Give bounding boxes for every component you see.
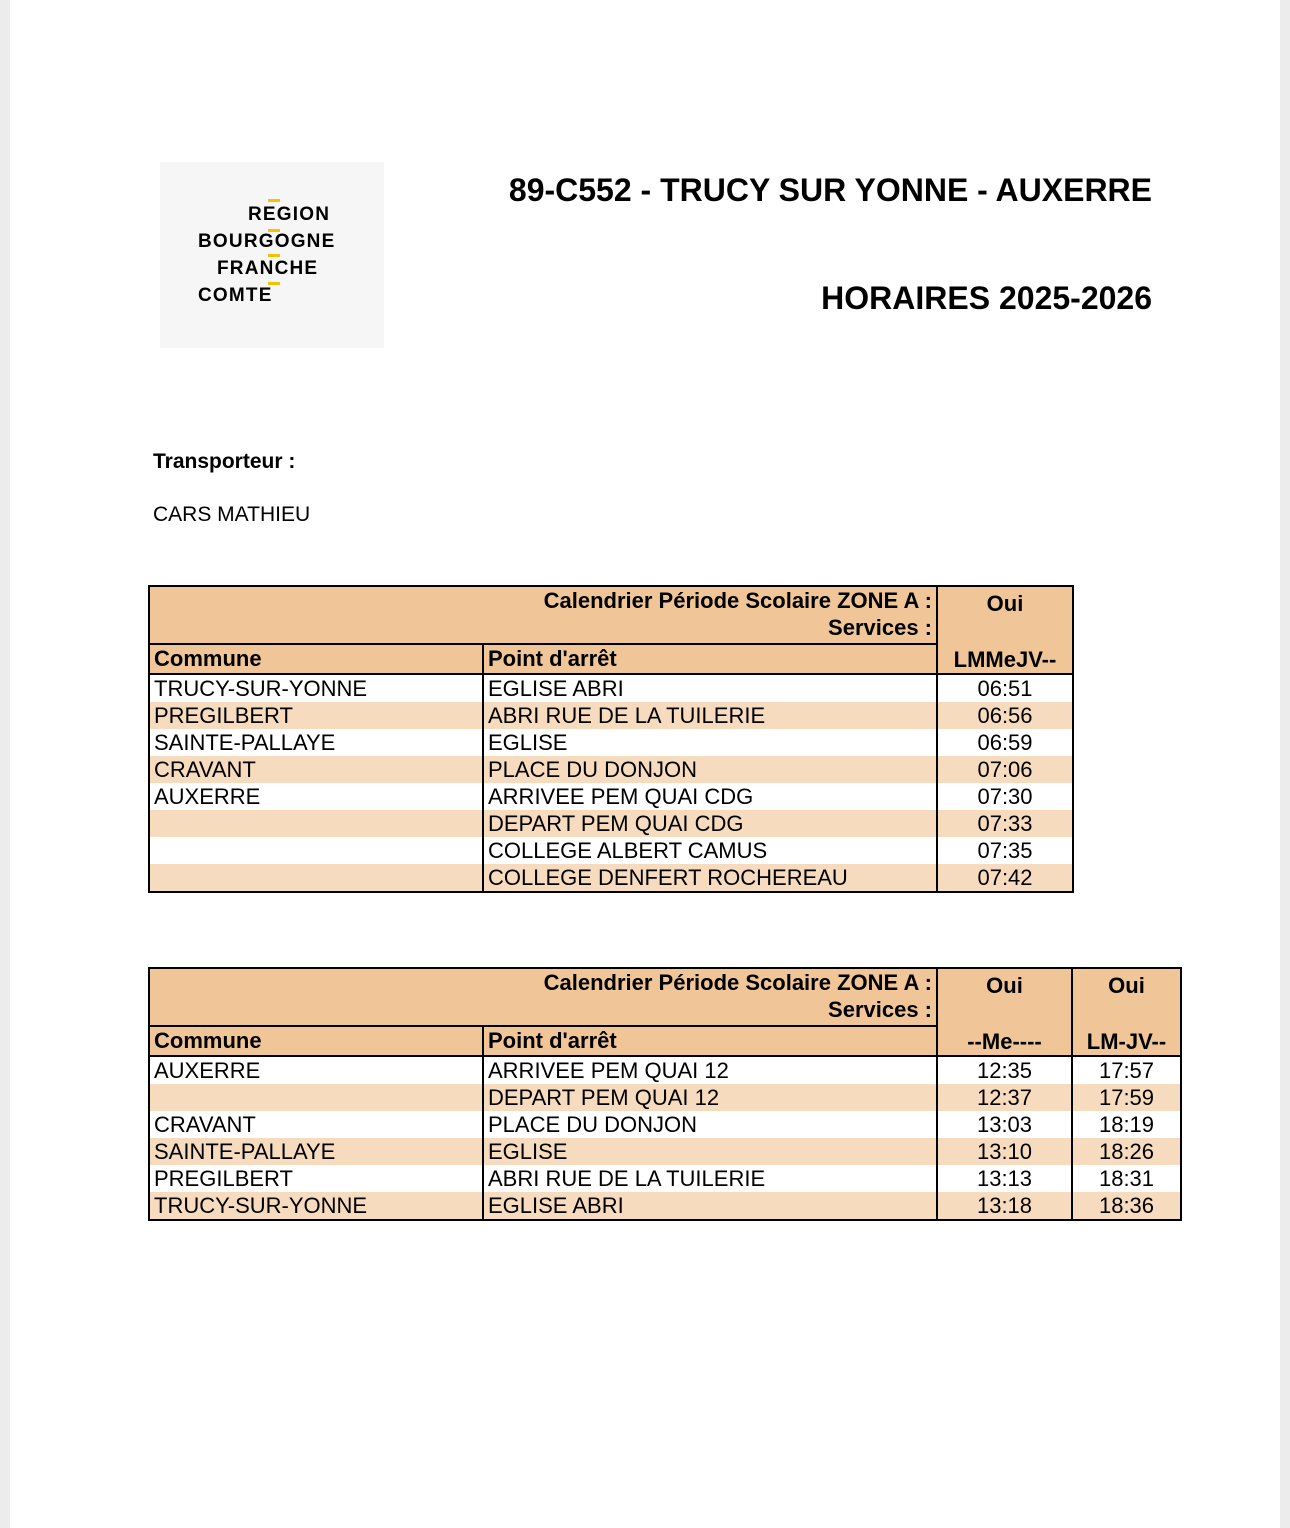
cell-commune: PREGILBERT (149, 1165, 483, 1192)
table-row (149, 1138, 1181, 1165)
service-header (937, 968, 1072, 1056)
calendar-cell (149, 968, 937, 1026)
service-days: --Me---- (967, 1029, 1042, 1054)
cell-time: 06:56 (937, 702, 1073, 729)
calendar-label: Calendrier Période Scolaire ZONE A : (543, 588, 932, 613)
cell-commune: SAINTE-PALLAYE (149, 1138, 483, 1165)
cell-time: 13:10 (937, 1138, 1072, 1165)
table-row (149, 1056, 1181, 1084)
cell-commune: AUXERRE (149, 1056, 483, 1084)
table-row (149, 702, 1073, 729)
cell-time: 13:13 (937, 1165, 1072, 1192)
calendar-cell (149, 586, 937, 644)
column-header-stop: Point d'arrêt (483, 1026, 937, 1056)
cell-time: 12:35 (937, 1056, 1072, 1084)
cell-stop: ARRIVEE PEM QUAI 12 (483, 1056, 937, 1084)
carrier-label: Transporteur : (153, 450, 296, 473)
table-row (149, 674, 1073, 702)
cell-time: 18:36 (1072, 1192, 1181, 1220)
service-calendar: Oui (986, 591, 1024, 616)
cell-time: 07:06 (937, 756, 1073, 783)
cell-stop: EGLISE (483, 1138, 937, 1165)
cell-time: 07:35 (937, 837, 1073, 864)
column-header-commune: Commune (149, 1026, 483, 1056)
cell-stop: DEPART PEM QUAI CDG (483, 810, 937, 837)
cell-commune: TRUCY-SUR-YONNE (149, 1192, 483, 1220)
cell-stop: ABRI RUE DE LA TUILERIE (483, 1165, 937, 1192)
column-header-commune: Commune (149, 644, 483, 674)
table-row (149, 1192, 1181, 1220)
cell-commune (149, 1084, 483, 1111)
document-page (10, 0, 1280, 1528)
table-row (149, 783, 1073, 810)
cell-time: 07:33 (937, 810, 1073, 837)
cell-time: 18:26 (1072, 1138, 1181, 1165)
service-header (1072, 968, 1181, 1056)
cell-time: 17:57 (1072, 1056, 1181, 1084)
page-title: 89-C552 - TRUCY SUR YONNE - AUXERRE (508, 172, 1152, 208)
cell-commune (149, 837, 483, 864)
table-row (149, 1165, 1181, 1192)
cell-time: 07:30 (937, 783, 1073, 810)
cell-time: 13:18 (937, 1192, 1072, 1220)
cell-time: 18:31 (1072, 1165, 1181, 1192)
cell-commune: CRAVANT (149, 756, 483, 783)
cell-time: 06:51 (937, 674, 1073, 702)
logo-line: FRANCHE (217, 258, 319, 279)
carrier-name: CARS MATHIEU (153, 503, 311, 526)
page-subtitle: HORAIRES 2025-2026 (821, 280, 1152, 316)
cell-time: 13:03 (937, 1111, 1072, 1138)
cell-commune: SAINTE-PALLAYE (149, 729, 483, 756)
table-row (149, 1084, 1181, 1111)
logo-line: REGION (248, 204, 331, 225)
region-logo (160, 162, 384, 348)
schedule-table-outbound (148, 585, 1074, 893)
column-header-stop: Point d'arrêt (483, 644, 937, 674)
cell-stop: EGLISE ABRI (483, 1192, 937, 1220)
table-row (149, 837, 1073, 864)
cell-stop: EGLISE (483, 729, 937, 756)
table-row (149, 810, 1073, 837)
calendar-label: Calendrier Période Scolaire ZONE A : (543, 970, 932, 995)
table-header-columns (149, 644, 1073, 674)
cell-time: 12:37 (937, 1084, 1072, 1111)
service-days: LMMeJV-- (953, 647, 1057, 672)
service-calendar: Oui (1108, 973, 1145, 998)
cell-commune (149, 810, 483, 837)
schedule-table-return (148, 967, 1182, 1221)
cell-time: 06:59 (937, 729, 1073, 756)
service-header (937, 586, 1073, 674)
cell-commune: AUXERRE (149, 783, 483, 810)
cell-commune: PREGILBERT (149, 702, 483, 729)
cell-stop: COLLEGE DENFERT ROCHEREAU (483, 864, 937, 892)
cell-stop: ARRIVEE PEM QUAI CDG (483, 783, 937, 810)
table-row (149, 729, 1073, 756)
service-calendar: Oui (986, 973, 1023, 998)
cell-commune (149, 864, 483, 892)
table-header-calendar (149, 586, 1073, 644)
cell-time: 18:19 (1072, 1111, 1181, 1138)
logo-line: BOURGOGNE (198, 231, 336, 252)
cell-time: 17:59 (1072, 1084, 1181, 1111)
services-label: Services : (828, 615, 932, 640)
cell-commune: CRAVANT (149, 1111, 483, 1138)
table-row (149, 1111, 1181, 1138)
cell-commune: TRUCY-SUR-YONNE (149, 674, 483, 702)
cell-stop: PLACE DU DONJON (483, 1111, 937, 1138)
cell-stop: COLLEGE ALBERT CAMUS (483, 837, 937, 864)
cell-stop: ABRI RUE DE LA TUILERIE (483, 702, 937, 729)
table-header-calendar (149, 968, 1181, 1026)
cell-stop: PLACE DU DONJON (483, 756, 937, 783)
cell-stop: DEPART PEM QUAI 12 (483, 1084, 937, 1111)
logo-accent-bar (268, 254, 280, 257)
logo-accent-bar (268, 199, 280, 202)
table-row (149, 756, 1073, 783)
service-days: LM-JV-- (1086, 1029, 1167, 1054)
cell-time: 07:42 (937, 864, 1073, 892)
cell-stop: EGLISE ABRI (483, 674, 937, 702)
table-row (149, 864, 1073, 892)
services-label: Services : (828, 997, 932, 1022)
logo-line: COMTE (198, 285, 273, 306)
